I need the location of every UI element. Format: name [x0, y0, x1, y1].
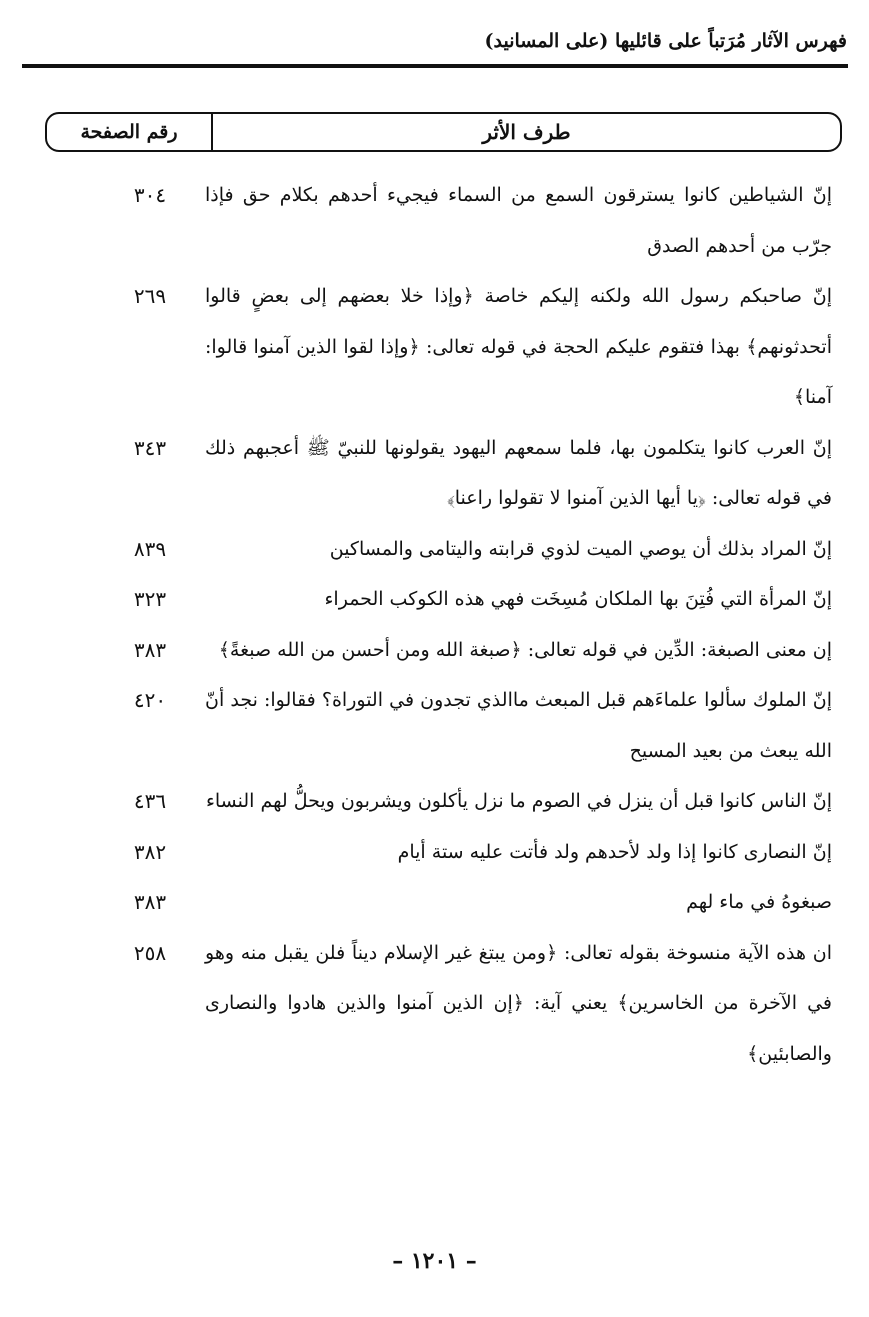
entry-page-number: ٣٨٣ — [133, 637, 167, 662]
list-item — [45, 877, 842, 928]
entry-text: إنّ العرب كانوا يتكلمون بها، فلما سمعهم اليهود يقولونها للنبيّ ﷺ أعجبهم ذلك في قوله تعالى: ﴿يا أيها الذين آمنوا لا تقولوا راعنا﴾ — [205, 436, 832, 509]
entry-text: إنّ النصارى كانوا إذا ولد لأحدهم ولد فأتت عليه ستة أيام — [397, 840, 832, 863]
entry-page-number: ٤٢٠ — [133, 688, 167, 712]
page-number: – ١٢٠١ – — [392, 1248, 477, 1274]
table-header — [45, 112, 842, 152]
list-item — [45, 776, 842, 827]
entry-text: إنّ الناس كانوا قبل أن ينزل في الصوم ما نزل يأكلون ويشربون ويحلُّ لهم النساء — [205, 790, 832, 812]
list-item — [45, 827, 842, 878]
entry-text: صبغوهُ في ماء لهم — [686, 891, 832, 913]
entries-list — [45, 170, 842, 1079]
list-item — [45, 271, 842, 423]
list-item — [45, 625, 842, 676]
entry-text: إنّ المرأة التي فُتِنَ بها الملكان مُسِخَت فهي هذه الكوكب الحمراء — [324, 588, 832, 610]
list-item — [45, 524, 842, 575]
list-item — [45, 574, 842, 625]
list-item — [45, 928, 842, 1080]
entry-page-number: ٣٢٣ — [133, 587, 167, 611]
list-item — [45, 675, 842, 776]
list-item — [45, 423, 842, 524]
entry-page-number: ٣٤٣ — [133, 435, 167, 460]
entry-page-number: ٢٥٨ — [133, 940, 167, 965]
entry-page-number: ٣٨٣ — [133, 890, 167, 914]
entry-text: ان هذه الآية منسوخة بقوله تعالى: ﴿ومن يبتغ غير الإسلام ديناً فلن يقبل منه وهو في الآخرة من الخاسرين﴾ يعني آية: ﴿إن الذين آمنوا والذين هادوا والنصارى والصابئين﴾ — [205, 941, 832, 1065]
entry-text: إنّ صاحبكم رسول الله ولكنه إليكم خاصة ﴿وإذا خلا بعضهم إلى بعضٍ قالوا أتحدثونهم﴾ بهذا فتقوم عليكم الحجة في قوله تعالى: ﴿وإذا لقوا الذين آمنوا قالوا: آمنا﴾ — [205, 285, 832, 408]
list-item — [45, 170, 842, 271]
entry-page-number: ٤٣٦ — [133, 789, 167, 813]
entry-page-number: ٢٦٩ — [133, 284, 167, 308]
header-rule — [22, 64, 848, 68]
column-header-text: طرف الأثر — [482, 120, 571, 144]
entry-text: إنّ الشياطين كانوا يسترقون السمع من السماء فيجيء أحدهم بكلام حق فإذا جرّب من أحدهم الصدق — [205, 184, 832, 257]
column-header-page: رقم الصفحة — [47, 114, 213, 150]
entry-page-number: ٣٨٢ — [133, 839, 167, 864]
entry-page-number: ٨٣٩ — [133, 536, 167, 561]
entry-text: إنّ المراد بذلك أن يوصي الميت لذوي قرابته واليتامى والمساكين — [329, 537, 832, 560]
entry-text: إن معنى الصبغة: الدِّين في قوله تعالى: ﴿صبغة الله ومن أحسن من الله صبغةً﴾ — [218, 638, 832, 661]
entry-page-number: ٣٠٤ — [133, 183, 167, 207]
entry-text: إنّ الملوك سألوا علماءَهم قبل المبعث ماالذي تجدون في التوراة؟ فقالوا: نجد أنّ الله يبعث من بعيد المسيح — [205, 689, 832, 762]
running-title: فهرس الآثار مُرَتباً على قائليها (على المسانيد) — [484, 30, 847, 52]
